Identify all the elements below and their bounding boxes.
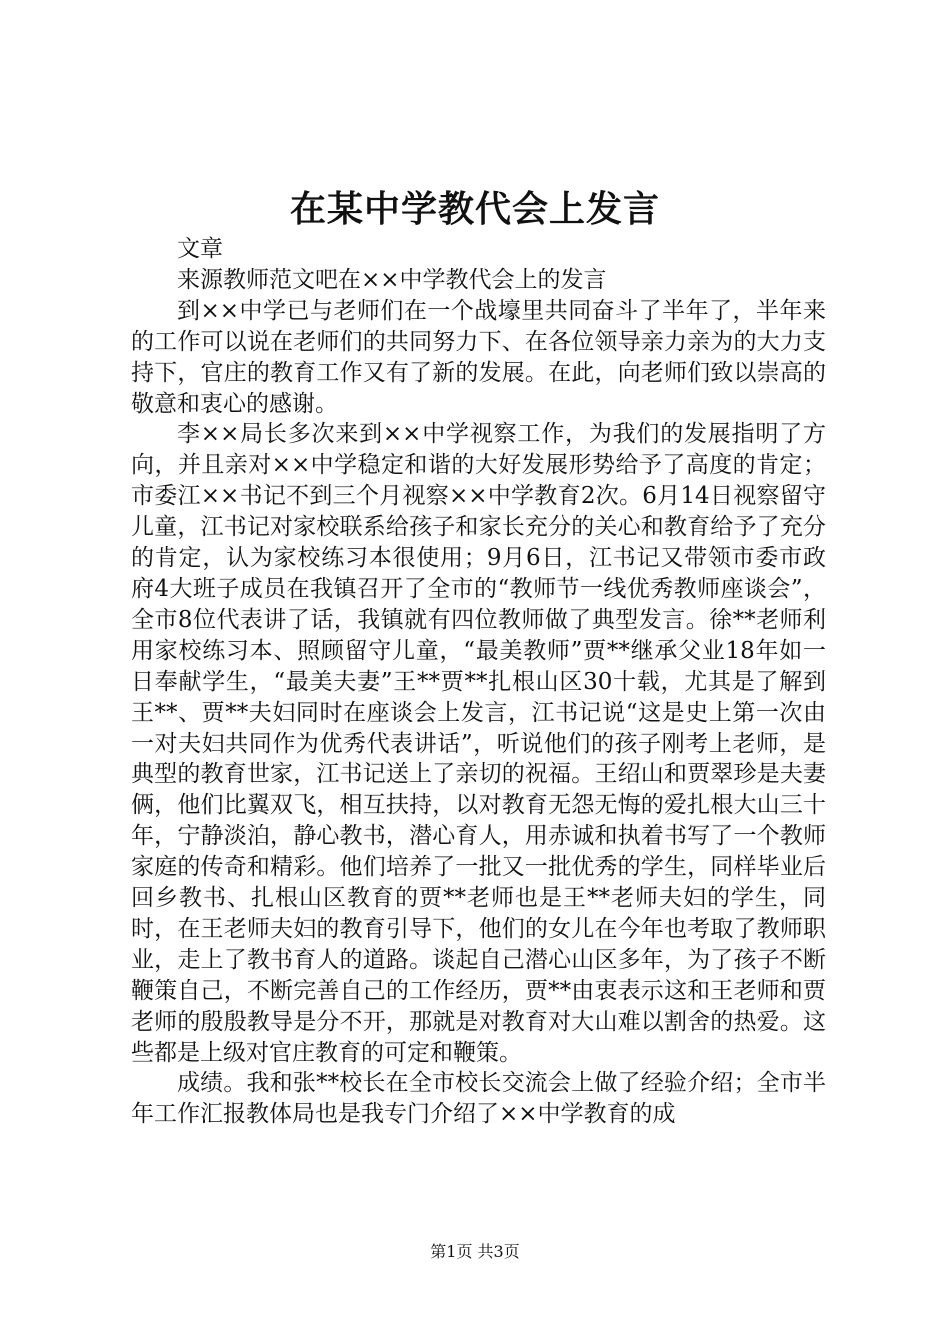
paragraph: 到××中学已与老师们在一个战壕里共同奋斗了半年了，半年来的工作可以说在老师们的共同努力下、在各位领导亲力亲为的大力支持下，官庄的教育工作又有了新的发展。在此，向老师们致以崇高的敬意和衷心的感谢。: [131, 297, 826, 417]
page-footer: 第1页 共3页: [430, 1242, 520, 1261]
document-body: [131, 234, 826, 1130]
paragraph: 李××局长多次来到××中学视察工作，为我们的发展指明了方向，并且亲对××中学稳定和谐的大好发展形势给予了高度的肯定；市委江××书记不到三个月视察××中学教育2次。6月14日视察留守儿童，江书记对家校联系给孩子和家长充分的关心和教育给予了充分的肯定，认为家校练习本很使用；9月6日，江书记又带领市委市政府4大班子成员在我镇召开了全市的“教师节一线优秀教师座谈会”，全市8位代表讲了话，我镇就有四位教师做了典型发言。徐**老师利用家校练习本、照顾留守儿童，“最美教师”贾**继承父业18年如一日奉献学生，“最美夫妻”王**贾**扎根山区30十载，尤其是了解到王**、贾**夫妇同时在座谈会上发言，江书记说“这是史上第一次由一对夫妇共同作为优秀代表讲话”，听说他们的孩子刚考上老师，是典型的教育世家，江书记送上了亲切的祝福。王绍山和贾翠珍是夫妻俩，他们比翼双飞，相互扶持，以对教育无怨无悔的爱扎根大山三十年，宁静淡泊，静心教书，潜心育人，用赤诚和执着书写了一个教师家庭的传奇和精彩。他们培养了一批又一批优秀的学生，同样毕业后回乡教书、扎根山区教育的贾**老师也是王**老师夫妇的学生，同时，在王老师夫妇的教育引导下，他们的女儿在今年也考取了教师职业，走上了教书育人的道路。谈起自己潜心山区多年，为了孩子不断鞭策自己，不断完善自己的工作经历，贾**由衷表示这和王老师和贾老师的殷殷教导是分不开，那就是对教育对大山难以割舍的热爱。这些都是上级对官庄教育的可定和鞭策。: [131, 421, 826, 1066]
paragraph: 成绩。我和张**校长在全市校长交流会上做了经验介绍；全市半年工作汇报教体局也是我专门介绍了××中学教育的成: [131, 1070, 826, 1128]
paragraph: 文章: [177, 236, 223, 262]
document-title: 在某中学教代会上发言: [289, 188, 660, 230]
paragraph: 来源教师范文吧在××中学教代会上的发言: [177, 266, 607, 293]
